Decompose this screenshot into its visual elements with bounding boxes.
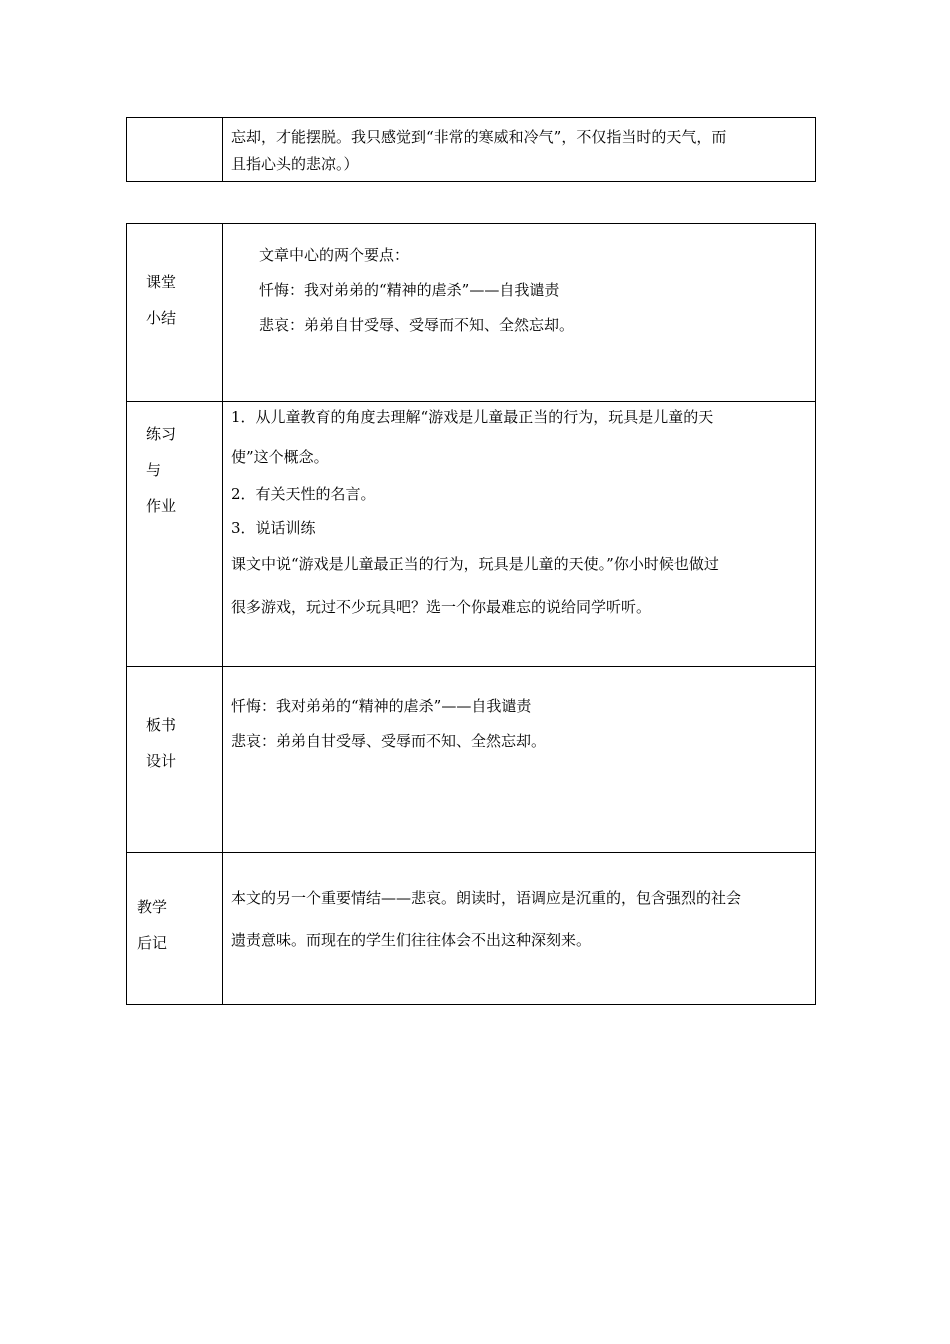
reflection-line: 遗责意味。而现在的学生们往往体会不出这种深刻来。	[231, 931, 592, 949]
continuation-table	[126, 117, 816, 182]
homework-line: 使”这个概念。	[231, 448, 329, 466]
text-line: 忘却，才能摆脱。我只感觉到“非常的寒威和冷气”，不仅指当时的天气，而	[231, 128, 727, 146]
homework-line: 3．说话训练	[231, 519, 316, 537]
empty-label-cell	[127, 118, 223, 182]
summary-line: 文章中心的两个要点：	[259, 246, 410, 264]
lesson-table	[126, 223, 816, 1005]
board-content-cell	[223, 667, 816, 853]
homework-label: 练习 与 作业	[146, 425, 177, 515]
homework-row	[127, 402, 816, 667]
summary-line: 悲哀：弟弟自甘受辱、受辱而不知、全然忘却。	[259, 316, 575, 334]
board-row	[127, 667, 816, 853]
reflection-label-cell	[127, 853, 223, 1005]
board-label-cell	[127, 667, 223, 853]
continuation-content-cell	[223, 118, 816, 182]
homework-line: 2．有关天性的名言。	[231, 485, 376, 503]
homework-line: 很多游戏，玩过不少玩具吧？选一个你最难忘的说给同学听听。	[231, 598, 652, 616]
text-line: 且指心头的悲凉。）	[231, 155, 359, 173]
reflection-content-cell	[223, 853, 816, 1005]
homework-content-cell	[223, 402, 816, 667]
homework-line: 1．从儿童教育的角度去理解“游戏是儿童最正当的行为，玩具是儿童的天	[231, 408, 714, 426]
summary-line: 忏悔：我对弟弟的“精神的虐杀”——自我谴责	[259, 281, 560, 299]
reflection-label: 教学 后记	[137, 898, 168, 952]
summary-label-cell	[127, 224, 223, 402]
board-line: 忏悔：我对弟弟的“精神的虐杀”——自我谴责	[231, 697, 532, 715]
reflection-row	[127, 853, 816, 1005]
summary-label: 课堂 小结	[146, 273, 177, 327]
board-label: 板书 设计	[146, 716, 177, 770]
reflection-line: 本文的另一个重要情结——悲哀。朗读时，语调应是沉重的，包含强烈的社会	[231, 889, 742, 907]
homework-label-cell	[127, 402, 223, 667]
summary-row	[127, 224, 816, 402]
homework-line: 课文中说“游戏是儿童最正当的行为，玩具是儿童的天使。”你小时候也做过	[231, 555, 719, 573]
summary-content-cell	[223, 224, 816, 402]
board-line: 悲哀：弟弟自甘受辱、受辱而不知、全然忘却。	[231, 732, 547, 750]
